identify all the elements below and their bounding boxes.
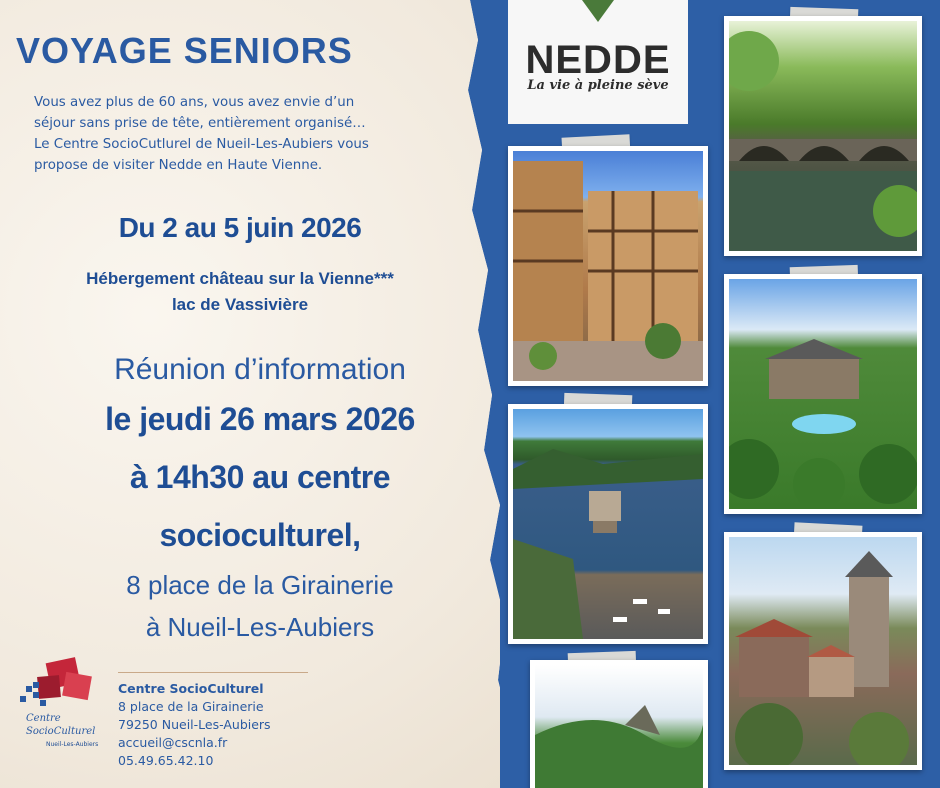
contact-divider [118,672,308,673]
contact-street: 8 place de la Girainerie [118,699,264,714]
nedde-tagline: La vie à pleine sève [527,78,669,93]
meeting-time: à 14h30 au centre [129,459,391,495]
logo-line: Centre [26,713,61,724]
intro-line: Le Centre SocioCutlurel de Nueil-Les-Aubiers vous [34,137,369,152]
poster-title: VOYAGE SENIORS [16,30,353,71]
logo-line: SocioCulturel [26,726,96,737]
contact-block [118,680,358,770]
leaf-icon [582,0,614,22]
meeting-address-1: 8 place de la Girainerie [126,570,394,600]
nedde-logo [508,0,688,124]
contact-city: 79250 Nueil-Les-Aubiers [118,717,271,732]
meeting-address-2: à Nueil-Les-Aubiers [145,612,375,642]
nedde-name: NEDDE [525,38,671,82]
lodging-line: Hébergement château sur la Vienne*** [86,269,394,288]
intro-line: séjour sans prise de tête, entièrement organisé… [34,116,366,131]
photo-village-church [724,532,922,770]
contact-email[interactable]: accueil@cscnla.fr [118,735,228,750]
contact-phone: 05.49.65.42.10 [118,753,214,768]
meeting-info [0,350,520,648]
lodging-line: lac de Vassivière [171,295,309,314]
meeting-date: le jeudi 26 mars 2026 [105,401,415,437]
photo-old-town-square [508,146,708,386]
photo-chateau-pool [724,274,922,514]
contact-name: Centre SocioCulturel [118,681,264,696]
meeting-label: Réunion d’information [114,353,406,386]
lodging-info [0,266,480,318]
csc-logo [18,656,112,768]
logo-line: Nueil-Les-Aubiers [46,741,99,748]
intro-line: Vous avez plus de 60 ans, vous avez envie d’un [34,95,355,110]
trip-dates: Du 2 au 5 juin 2026 [118,212,362,243]
intro-text [34,92,454,176]
photo-stone-bridge [724,16,922,256]
csc-logo-text [26,712,110,751]
csc-logo-icon [18,656,112,716]
photo-lake-vassiviere [508,404,708,644]
intro-line: propose de visiter Nedde en Haute Vienne. [34,158,323,173]
photo-green-hills [530,660,708,788]
meeting-place: socioculturel, [159,517,361,553]
